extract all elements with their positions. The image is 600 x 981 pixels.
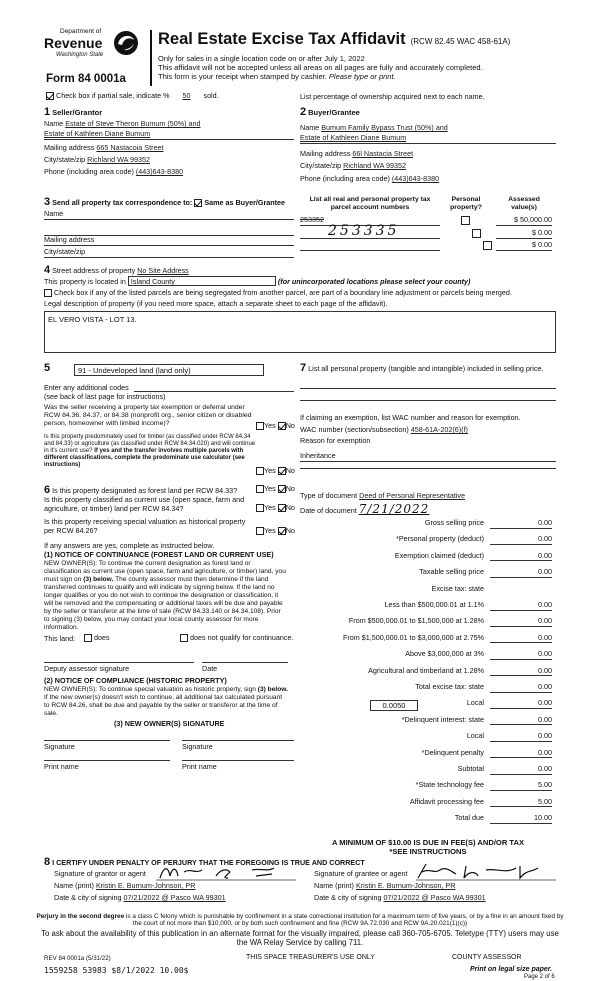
fee-row (300, 798, 556, 809)
fee-value[interactable]: 0.00 (490, 552, 552, 562)
s7-reason[interactable]: Inheritance (300, 451, 336, 460)
grantor-signature[interactable] (156, 862, 296, 882)
header-sub1: Only for sales in a single location code on or after July 1, 2022 (158, 54, 365, 63)
s5-timber-yes-label: Yes (264, 466, 276, 475)
owner-print-1[interactable] (44, 760, 170, 761)
legal-description-field[interactable] (44, 311, 556, 353)
section5 (44, 362, 295, 468)
dept-line3: Washington State (56, 52, 104, 58)
s3-city-label: City/state/zip (44, 247, 86, 256)
fee-value[interactable]: 0.00 (490, 683, 552, 693)
s7-label: List all personal property (tangible and intangible) included in selling price. (308, 364, 544, 373)
personal-prop-cb-2[interactable] (472, 229, 481, 238)
dor-swirl-icon (112, 28, 140, 58)
seller-heading: Seller/Grantor (52, 108, 103, 117)
s7-wac[interactable]: 458-61A-202(6)(f) (410, 425, 468, 434)
s6-q3-no-label: No (285, 526, 295, 535)
buyer-name-label: Name (300, 123, 320, 132)
s6-q2-yes-cb[interactable] (256, 504, 264, 512)
buyer-heading: Buyer/Grantee (308, 108, 360, 117)
s8-num: 8 (44, 856, 51, 868)
fee-label: Taxable selling price (419, 567, 484, 577)
fee-label: Local (466, 698, 484, 708)
fee-value[interactable]: 0.00 (490, 650, 552, 660)
fee-label: *Personal property (deduct) (396, 534, 484, 544)
local-rate-field[interactable]: 0.0050 (370, 700, 418, 711)
perjury-a: Perjury in the second degree (36, 913, 125, 920)
s3-name-label: Name (44, 209, 64, 218)
s6-deputy-label: Deputy assessor signature (44, 664, 130, 673)
ownership-note: List percentage of ownership acquired next to each name. (300, 92, 485, 101)
county-select[interactable]: Island County (128, 276, 276, 286)
partial-sale-percent[interactable]: 50 (182, 91, 191, 100)
fee-value[interactable]: 0.00 (490, 732, 552, 742)
fee-row (300, 814, 556, 825)
s6-does-not-cb[interactable] (180, 634, 188, 642)
fee-value[interactable]: 0.00 (490, 535, 552, 545)
buyer-phone-label: Phone (including area code) (300, 174, 390, 183)
s8-grantor-name[interactable]: Kristin E. Burnum-Johnson, PR (95, 881, 196, 890)
s4-num: 4 (44, 264, 51, 276)
s3-num: 3 (44, 196, 51, 208)
fee-row (300, 535, 556, 546)
s5-exempt-no-label: No (285, 421, 295, 430)
partial-sale-label: Check box if partial sale, indicate % (56, 91, 170, 100)
personal-prop-cb-3[interactable] (483, 241, 492, 250)
s7-wac-label: WAC number (section/subsection) (300, 425, 409, 434)
s6-q3-no-cb[interactable] (278, 527, 286, 535)
fee-label: Affidavit processing fee (409, 796, 484, 806)
s6-notice1-c: The county assessor must then determine if the land transferred continues to qualify and will indicate by signing below. If the land no longer qualifies or you do not wish to continue the designation or classification, it will be removed and the compensating or additional taxes will be due and payable by the seller or transferor at the time of sale (RCW 84.33.140 or 84.34.108). Prior to signing (3) below, you may contact your local county assessor for more information. (44, 576, 283, 632)
fee-value[interactable]: 0.00 (490, 568, 552, 578)
fee-label: From $1,500,000.01 to $3,000,000 at 2.75% (342, 632, 484, 642)
s4-uninc-note: (for unincorporated locations please select your county) (277, 277, 471, 286)
s6-this-land: This land: (44, 634, 76, 643)
col-personal: Personal property? (450, 196, 482, 212)
fee-label: Total due (454, 813, 484, 823)
deputy-signature-field[interactable] (44, 662, 194, 663)
s3-addr-label: Mailing address (44, 235, 95, 244)
fee-row (300, 732, 556, 743)
s6-q1-no-cb[interactable] (278, 485, 286, 493)
assessed-value-3[interactable]: $ 0.00 (496, 241, 552, 251)
s6-q2: Is this property classified as current use (open space, farm and agriculture, or timber) land per RCW 84.34? (44, 495, 245, 513)
fee-value[interactable]: 0.00 (490, 617, 552, 627)
seller-name2[interactable]: Estate of Kathleen Diane Bumum (44, 129, 151, 138)
s6-sig2-label: Signature (182, 742, 213, 751)
fee-row (300, 781, 556, 792)
partial-sale-sold: sold. (203, 91, 219, 100)
s6-notice2-a: NEW OWNER(S): To continue special valuation as historic property, sign (44, 686, 256, 693)
fee-row (300, 699, 556, 710)
dor-logo (44, 28, 144, 68)
seller-name1[interactable]: Estate of Steve Theron Bumum (50%) and (65, 119, 201, 128)
fee-label: Exemption claimed (deduct) (394, 550, 484, 560)
buyer-phone[interactable]: (443)643-8380 (391, 174, 440, 183)
parcel-typed[interactable]: 253352 (300, 215, 324, 224)
same-as-buyer-checkbox[interactable] (194, 199, 202, 207)
perjury-b: is a class C felony which is punishable by confinement in a state correctional institution for a maximum term of five years, or by a fine in an amount fixed by the court of not more than $10,000, or by both such confinement and fine (RCW 9A.72.030 and RCW 9A.20.021(1)(c)) (125, 913, 564, 928)
s5-timber-q-a: Is this property predominately used for timber (as classified under RCW 84.34 and 84.33) or agriculture (as classified under RCW 84.34.020) and will continue in it's current use? (44, 434, 256, 454)
s8-grantor-date[interactable]: 07/21/2022 @ Pasco WA 99301 (123, 893, 226, 902)
buyer-city[interactable]: Richland WA 99352 (343, 161, 407, 170)
fee-row (300, 634, 556, 645)
header-sub2: This affidavit will not be accepted unless all areas on all pages are fully and accurately completed. (158, 63, 483, 72)
s6-print2-label: Print name (182, 762, 217, 771)
seller-city-label: City/state/zip (44, 155, 86, 164)
s4-legal-label: Legal description of property (if you need more space, attach a separate sheet to each page of the affidavit). (44, 299, 388, 308)
header-sub3 (158, 72, 396, 81)
s6-date-label: Date (202, 664, 218, 673)
s6-q3-yes-label: Yes (264, 526, 276, 535)
fee-value[interactable]: 5.00 (490, 798, 552, 808)
fee-value[interactable]: 0.00 (490, 716, 552, 726)
parcel-table (300, 196, 556, 256)
s6-notice1-a: NEW OWNER(S): To continue the current designation as forest land or classification as current use (open space, farm and agriculture, or timber) land, you must sign on (44, 560, 286, 584)
legal-desc-text: EL VERO VISTA - LOT 13. (48, 315, 137, 324)
treasurer-label: THIS SPACE TREASURER'S USE ONLY (246, 954, 375, 961)
fee-row (300, 683, 556, 694)
s6-q2-yes-label: Yes (264, 503, 276, 512)
s8-certify: I CERTIFY UNDER PENALTY OF PERJURY THAT THE FOREGOING IS TRUE AND CORRECT (52, 858, 365, 867)
s6-q3: Is this property receiving special valuation as historical property per RCW 84.26? (44, 517, 246, 535)
s6-print1-label: Print name (44, 762, 79, 771)
s6-q2-no-cb[interactable] (278, 504, 286, 512)
s6-does-cb[interactable] (84, 634, 92, 642)
fee-label: From $500,000.01 to $1,500,000 at 1.28% (348, 616, 484, 626)
col-parcel: List all real and personal property tax parcel account numbers (309, 196, 431, 212)
s5-exempt-yes-label: Yes (264, 421, 276, 430)
dept-line1: Department of (60, 28, 102, 35)
s6-num: 6 (44, 484, 51, 496)
fee-value[interactable]: 0.00 (490, 765, 552, 775)
s4-segregate-label: Check box if any of the listed parcels are being segregated from another parcel, are part of a boundary line adjustment or parcels being merged. (54, 288, 512, 297)
owner-signature-2[interactable] (182, 740, 294, 741)
grantee-signature[interactable] (416, 860, 556, 882)
s8-grantor-sig-label: Signature of grantor or agent (54, 869, 146, 878)
page-title: Real Estate Excise Tax Affidavit (158, 30, 406, 48)
fee-value[interactable]: 10.00 (490, 814, 552, 824)
buyer-city-label: City/state/zip (300, 161, 342, 170)
s6-does-not-label: does not qualify for continuance. (190, 633, 294, 642)
owner-print-2[interactable] (182, 760, 294, 761)
s6-notice1-head: (1) NOTICE OF CONTINUANCE (FOREST LAND OR CURRENT USE) (44, 550, 274, 559)
fee-value[interactable]: 0.00 (490, 601, 552, 611)
fee-row (300, 765, 556, 776)
seller-city[interactable]: Richland WA 99352 (87, 155, 151, 164)
s6-q2-no-label: No (285, 503, 295, 512)
section4 (44, 264, 556, 356)
section6 (44, 484, 298, 834)
rev-code: REV 84 0001a (5/31/22) (44, 955, 111, 962)
dept-line2: Revenue (44, 35, 103, 51)
s8-grantee-name[interactable]: Kristin E. Burnum-Johnson, PR (355, 881, 456, 890)
fee-row (300, 585, 556, 596)
fee-label: Local (466, 731, 484, 741)
s8-grantee-name-label: Name (print) (314, 881, 354, 890)
fee-label: *State technology fee (415, 780, 484, 790)
s6-new-owner-sig: (3) NEW OWNER(S) SIGNATURE (114, 719, 225, 728)
form-number: Form 84 0001a (46, 73, 126, 85)
perjury-notice (36, 913, 564, 928)
s8-grantor-date-label: Date & city of signing (54, 893, 122, 902)
fee-value[interactable]: 0.00 (490, 519, 552, 529)
s5-exemption-q: Was the seller receiving a property tax exemption or deferral under RCW 84.36, 84.37, or 84.38 (nonprofit org., senior citizen or disabled person, homeowner with limited income)? (44, 404, 252, 428)
buyer-addr[interactable]: 66l Nastacia Street (352, 149, 414, 158)
fee-value[interactable]: 0.00 (490, 667, 552, 677)
s8-grantee-date[interactable]: 07/21/2022 @ Pasco WA 99301 (383, 893, 486, 902)
s4-street[interactable]: No Site Address (137, 266, 189, 275)
s7-doc-type[interactable]: Deed of Personal Representative (359, 491, 466, 500)
s8-grantee-date-label: Date & city of signing (314, 893, 382, 902)
s5-additional-codes: Enter any additional codes (44, 383, 129, 392)
fee-label: *Delinquent penalty (421, 747, 484, 757)
s6-q1: Is this property designated as forest land per RCW 84.33? (52, 486, 238, 495)
s6-notice2-head: (2) NOTICE OF COMPLIANCE (HISTORIC PROPERTY) (44, 676, 227, 685)
see-instructions: *SEE INSTRUCTIONS (389, 847, 467, 856)
owner-signature-1[interactable] (44, 740, 170, 741)
s7-reason-label: Reason for exemption (300, 436, 371, 445)
seller-phone-label: Phone (including area code) (44, 167, 134, 176)
s7-exemption-label: If claiming an exemption, list WAC number and reason for exemption. (300, 413, 521, 422)
fee-row (300, 749, 556, 760)
s7-doc-date-label: Date of document (300, 506, 357, 515)
seller-name-label: Name (44, 119, 64, 128)
fee-value[interactable]: 0.00 (490, 634, 552, 644)
section7 (300, 362, 556, 522)
header-sub3-a: This form is your receipt when stamped by cashier. (158, 72, 327, 81)
s6-does-label: does (94, 633, 110, 642)
title-rcw: (RCW 82.45 WAC 458-61A) (410, 37, 511, 46)
buyer-section (300, 106, 556, 190)
seller-addr-label: Mailing address (44, 143, 95, 152)
header-sub3-b: Please type or print. (328, 72, 396, 81)
fee-label: Less than $500,000.01 at 1.1% (384, 600, 484, 609)
s6-q1-yes-cb[interactable] (256, 485, 264, 493)
s7-num: 7 (300, 362, 307, 374)
fee-value[interactable]: 5.00 (490, 781, 552, 791)
fee-label: Above $3,000,000 at 3% (405, 649, 484, 659)
s5-timber-q-b: If yes and the transfer involves multiple parcels with different classifications, complete the predominate use calculator (see instructions) (44, 447, 245, 468)
personal-prop-cb-1[interactable] (461, 216, 470, 225)
s3-same-label: Same as Buyer/Grantee (204, 198, 286, 207)
section3-left (44, 196, 294, 266)
s4-located-label: This property is located in (44, 277, 126, 286)
s5-timber-no-label: No (285, 466, 295, 475)
s6-q1-yes-label: Yes (264, 484, 276, 493)
fee-label: Excise tax: state (431, 583, 484, 593)
fee-row (300, 519, 556, 530)
s7-doc-type-label: Type of document (300, 491, 358, 500)
s5-timber-yes-cb[interactable] (256, 467, 264, 475)
fee-label: Total excise tax: state (415, 682, 484, 691)
s4-street-label: Street address of property (52, 266, 136, 275)
use-code-select[interactable]: 91 - Undeveloped land (land only) (74, 364, 264, 376)
accessibility-note: To ask about the availability of this publication in an alternate format for the visually impaired, please call 360-705-6705. Teletype (TTY) users may use the WA Relay Service by calling 711. (41, 929, 559, 947)
fee-row (300, 716, 556, 727)
page-number: Page 2 of 6 (524, 974, 555, 980)
s6-q1-no-label: No (285, 484, 295, 493)
legal-size-note: Print on legal size paper. (470, 966, 553, 973)
s5-timber-no-cb[interactable] (278, 467, 286, 475)
buyer-name2[interactable]: Estate of Kathleen Diane Bumum (300, 133, 407, 142)
s3-label: Send all property tax correspondence to: (52, 198, 193, 207)
fee-row (300, 552, 556, 563)
assessed-value-2[interactable]: $ 0.00 (496, 229, 552, 239)
fee-value[interactable]: 0.00 (490, 699, 552, 709)
fee-row (300, 601, 556, 612)
fee-row (300, 568, 556, 579)
s6-notice2-b: (3) below. (257, 686, 288, 693)
fee-row (300, 617, 556, 628)
seller-addr[interactable]: 665 Nastacoia Street (96, 143, 164, 152)
seller-num: 1 (44, 106, 51, 118)
s6-notice2-c: If the new owner(s) doesn't wish to continue, all additional tax calculated pursuant to RCW 84.26, shall be due and payable by the seller or transferor at the time of sale. (44, 694, 283, 718)
s8-grantee-sig-label: Signature of grantee or agent (314, 869, 408, 878)
buyer-addr-label: Mailing address (300, 149, 351, 158)
assessed-value-1[interactable]: $ 50,000.00 (496, 216, 552, 226)
buyer-num: 2 (300, 106, 307, 118)
col-assessed: Assessed value(s) (508, 196, 540, 212)
partial-sale-row (46, 92, 296, 101)
seller-phone[interactable]: (443)643-8380 (135, 167, 184, 176)
minimum-note: A MINIMUM OF $10.00 IS DUE IN FEE(S) AND/OR TAX (331, 838, 525, 847)
s6-notice1-b: (3) below. (83, 576, 114, 584)
partial-sale-checkbox[interactable] (46, 92, 54, 100)
s6-q3-yes-cb[interactable] (256, 527, 264, 535)
seller-section (44, 106, 294, 186)
header-divider (150, 30, 152, 86)
s5-see-back: (see back of last page for instructions) (44, 392, 166, 401)
s6-sig1-label: Signature (44, 742, 75, 751)
fee-label: Gross selling price (424, 518, 484, 527)
s6-if-any: If any answers are yes, complete as instructed below. (44, 541, 215, 550)
fee-label: *Delinquent interest: state (401, 714, 484, 724)
segregated-checkbox[interactable] (44, 289, 52, 297)
s5-exempt-yes-cb[interactable] (256, 422, 264, 430)
fee-row (300, 667, 556, 678)
section8 (44, 856, 556, 916)
s5-exempt-no-cb[interactable] (278, 422, 286, 430)
buyer-name1[interactable]: Bumum Family Bypass Trust (50%) and (321, 123, 448, 132)
fee-label: Subtotal (457, 764, 484, 773)
fee-label: Agricultural and timberland at 1.28% (368, 665, 484, 675)
fee-value[interactable]: 0.00 (490, 749, 552, 759)
assessor-label: COUNTY ASSESSOR (452, 954, 522, 961)
fee-row (300, 650, 556, 661)
s7-doc-date[interactable]: 7/21/2022 (358, 502, 430, 516)
recording-stamp: 1559258 53983 $8/1/2022 10.00$ (44, 966, 189, 975)
deputy-date-field[interactable] (202, 662, 288, 663)
parcel-handwritten[interactable]: 253335 (328, 223, 400, 239)
title-block (158, 30, 568, 50)
s8-grantor-name-label: Name (print) (54, 881, 94, 890)
s5-num: 5 (44, 362, 51, 374)
